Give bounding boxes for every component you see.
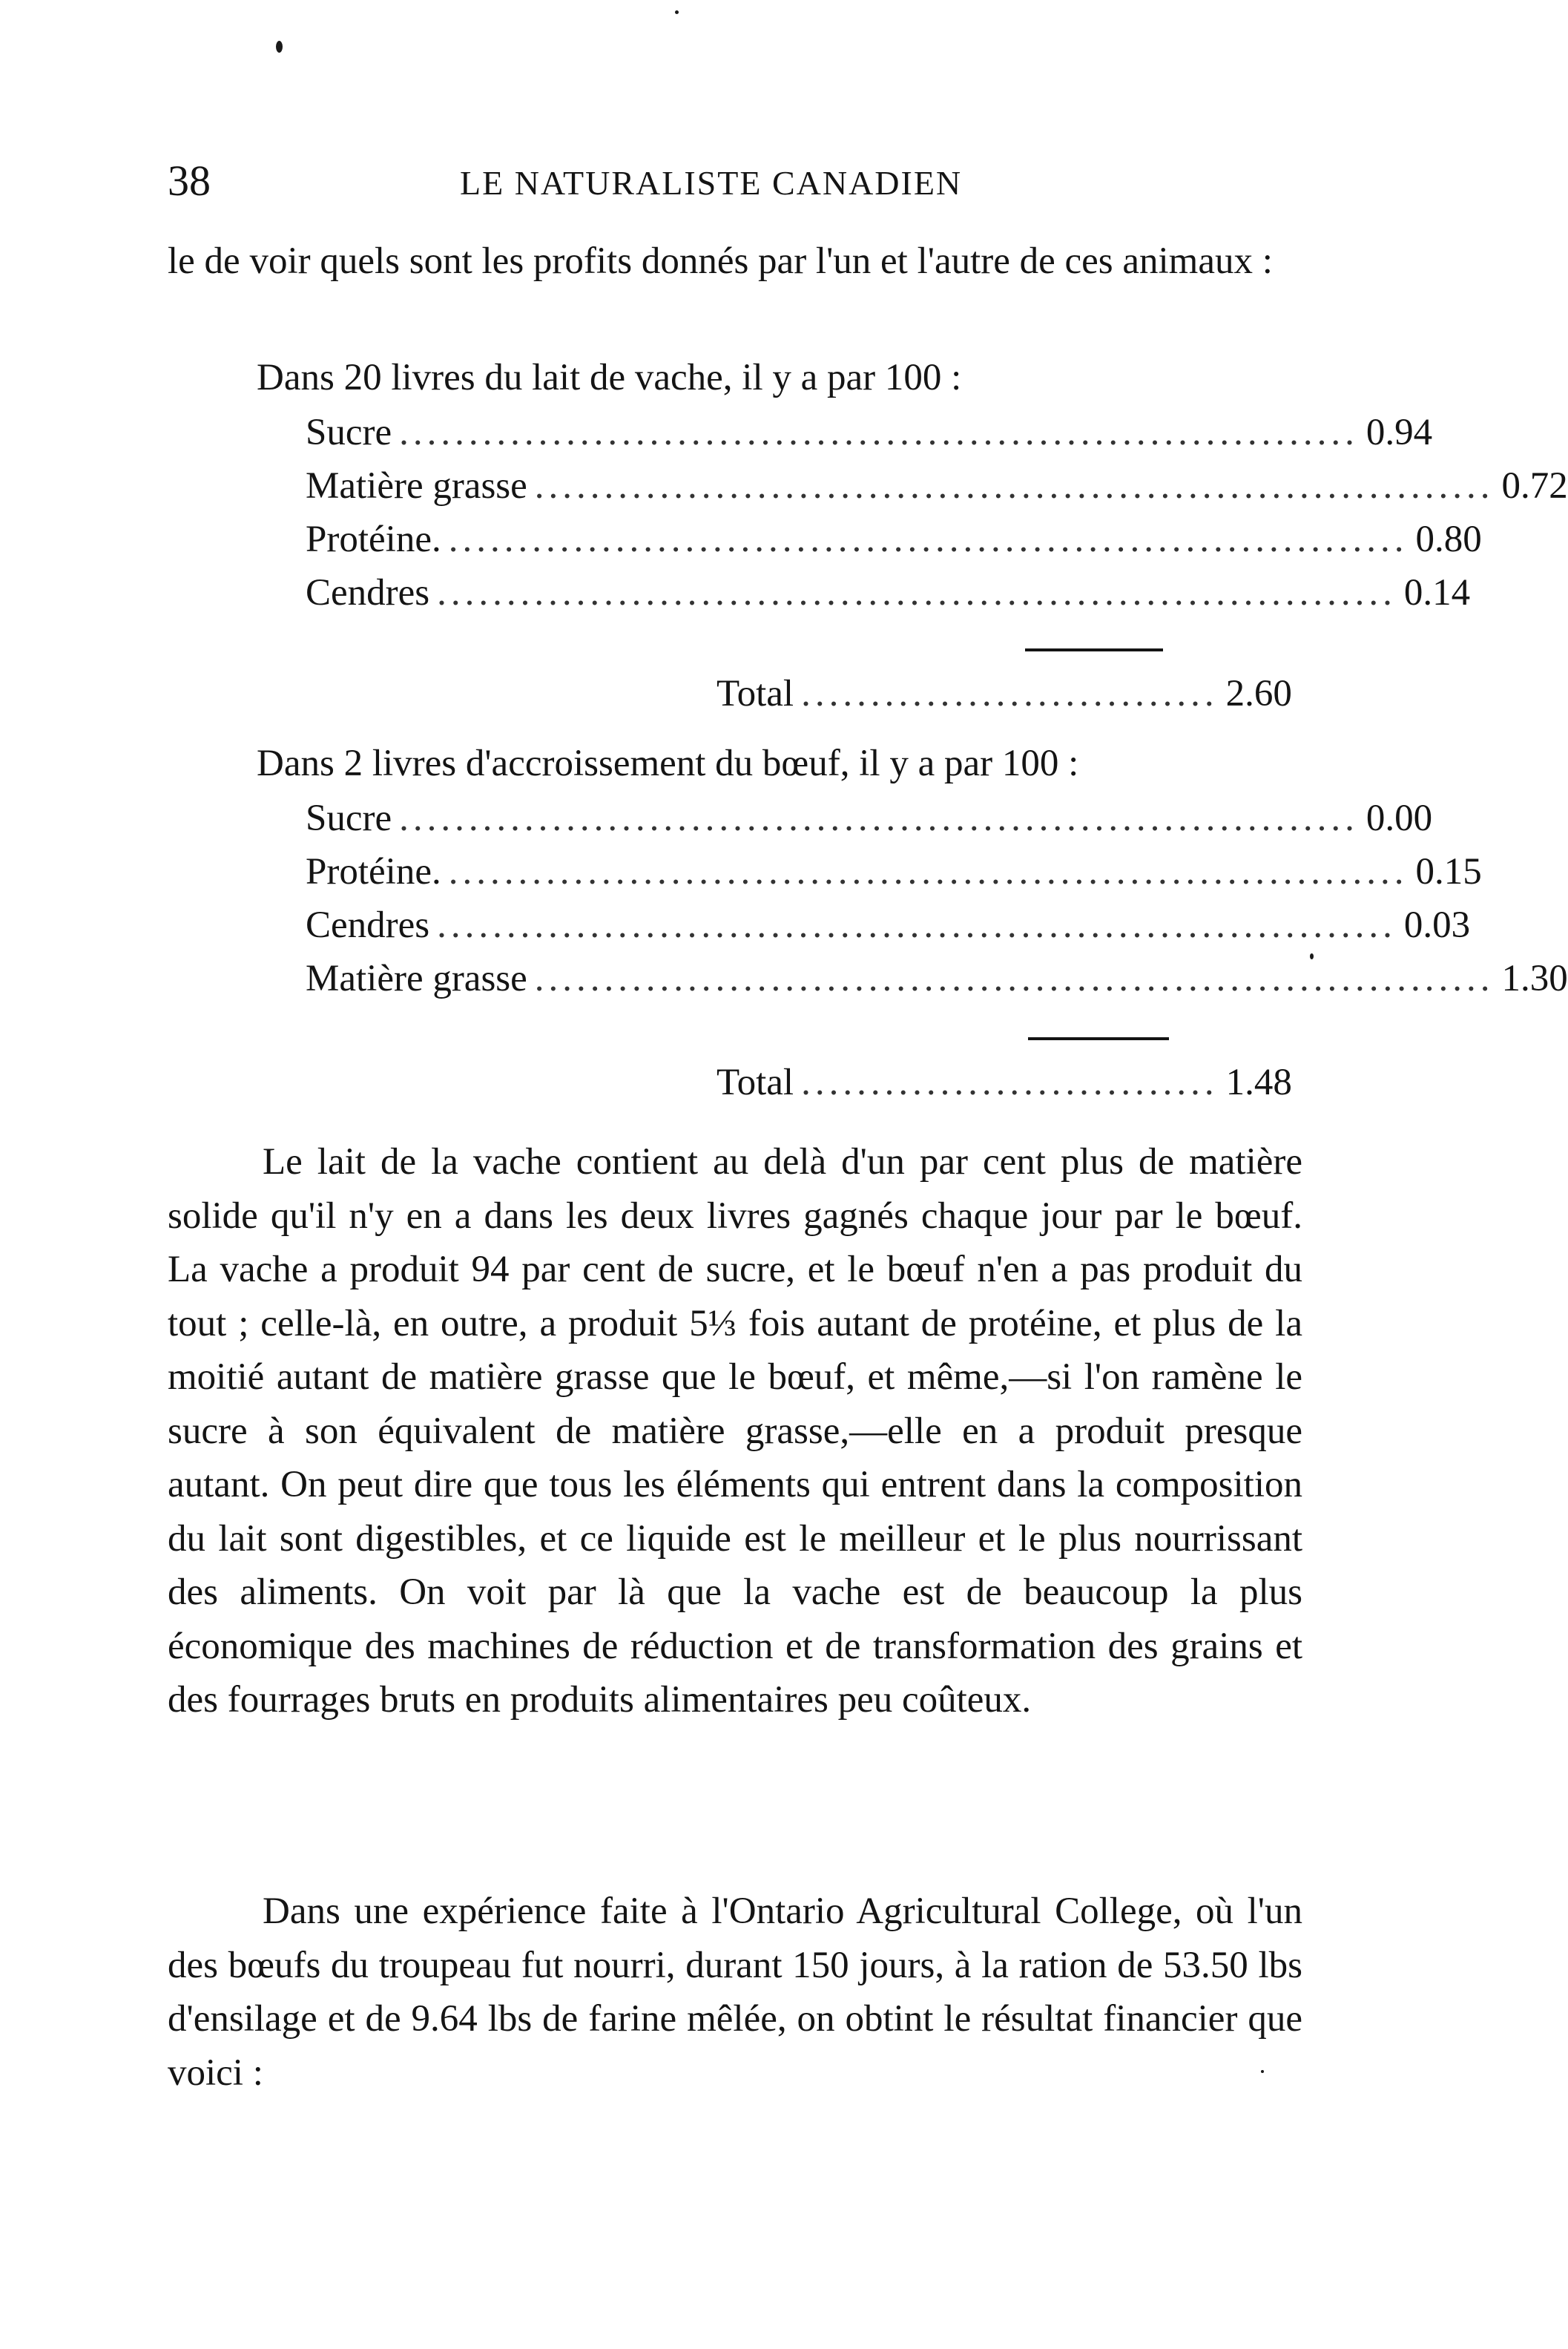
table-row xyxy=(306,850,1482,899)
total-row xyxy=(717,672,1292,715)
total-rule xyxy=(1025,648,1163,651)
total-row xyxy=(717,1061,1292,1104)
page-header xyxy=(168,156,1154,208)
total-label: Total xyxy=(717,1062,794,1103)
total-rule xyxy=(1028,1037,1169,1040)
dot-leader: .............................. xyxy=(801,673,1219,714)
dot-leader: ..................................................................... xyxy=(534,958,1495,999)
row-value: 1.30 xyxy=(1501,958,1568,999)
row-value: 0.80 xyxy=(1415,519,1482,560)
intro-text: le de voir quels sont les profits donnés par l'un et l'autre de ces animaux : xyxy=(168,240,1273,282)
dot-leader: ..................................................................... xyxy=(448,519,1409,560)
row-value: 0.03 xyxy=(1403,904,1471,946)
table-row xyxy=(306,571,1471,620)
dot-leader: .............................. xyxy=(801,1062,1219,1103)
row-label: Matière grasse xyxy=(306,958,527,999)
row-value: 0.00 xyxy=(1366,798,1433,839)
paragraph xyxy=(168,1885,1302,2100)
table-title: Dans 20 livres du lait de vache, il y a par 100 : xyxy=(257,357,962,398)
running-title: LE NATURALISTE CANADIEN xyxy=(460,164,963,202)
table-row xyxy=(306,957,1568,1006)
table-row xyxy=(306,411,1433,460)
page-number: 38 xyxy=(168,157,211,205)
row-value: 0.72 xyxy=(1501,465,1568,507)
total-value: 1.48 xyxy=(1225,1062,1292,1103)
row-label: Cendres xyxy=(306,572,430,614)
paragraph xyxy=(168,1135,1302,1727)
row-label: Sucre xyxy=(306,412,392,453)
row-label: Sucre xyxy=(306,798,392,839)
total-label: Total xyxy=(717,673,794,714)
dot-leader: ..................................................................... xyxy=(399,412,1359,453)
dot-leader: ..................................................................... xyxy=(399,798,1359,839)
row-label: Cendres xyxy=(306,904,430,946)
table-row xyxy=(306,464,1568,513)
row-label: Protéine. xyxy=(306,519,441,560)
table-row xyxy=(306,797,1433,846)
table-row xyxy=(306,904,1471,953)
paragraph-text: Dans une expérience faite à l'Ontario Agricultural College, où l'un des bœufs du troupeau fut nourri, durant 150 jours, à la ration de 53.50 lbs d'ensilage et de 9.64 lbs de farine mêlée, on obtint le résultat financier que voici : xyxy=(168,1890,1302,2094)
row-value: 0.14 xyxy=(1403,572,1471,614)
table-title: Dans 2 livres d'accroissement du bœuf, il y a par 100 : xyxy=(257,743,1079,784)
paragraph-text: Le lait de la vache contient au delà d'un par cent plus de matière solide qu'il n'y en a dans les deux livres gagnés chaque jour par le bœuf. La vache a produit 94 par cent de sucre, et le bœuf n'en a pas produit du tout ; celle-là, en outre, a produit 5⅓ fois autant de protéine, et plus de la moitié autant de matière grasse que le bœuf, et même,—si l'on ramène le sucre à son équivalent de matière grasse,—elle en a produit presque autant. On peut dire que tous les éléments qui entrent dans la composition du lait sont digestibles, et ce liquide est le meilleur et le plus nourrissant des aliments. On voit par là que la vache est de beaucoup la plus économique des machines de réduction et de transformation des grains et des fourrages bruts en produits alimentaires peu coûteux. xyxy=(168,1141,1302,1721)
dot-leader: ..................................................................... xyxy=(534,465,1495,507)
total-value: 2.60 xyxy=(1225,673,1292,714)
row-label: Protéine. xyxy=(306,851,441,893)
dot-leader: ..................................................................... xyxy=(437,572,1397,614)
table-row xyxy=(306,518,1482,567)
dot-leader: ..................................................................... xyxy=(437,904,1397,946)
row-value: 0.15 xyxy=(1415,851,1482,893)
row-value: 0.94 xyxy=(1366,412,1433,453)
dot-leader: ..................................................................... xyxy=(448,851,1409,893)
row-label: Matière grasse xyxy=(306,465,527,507)
